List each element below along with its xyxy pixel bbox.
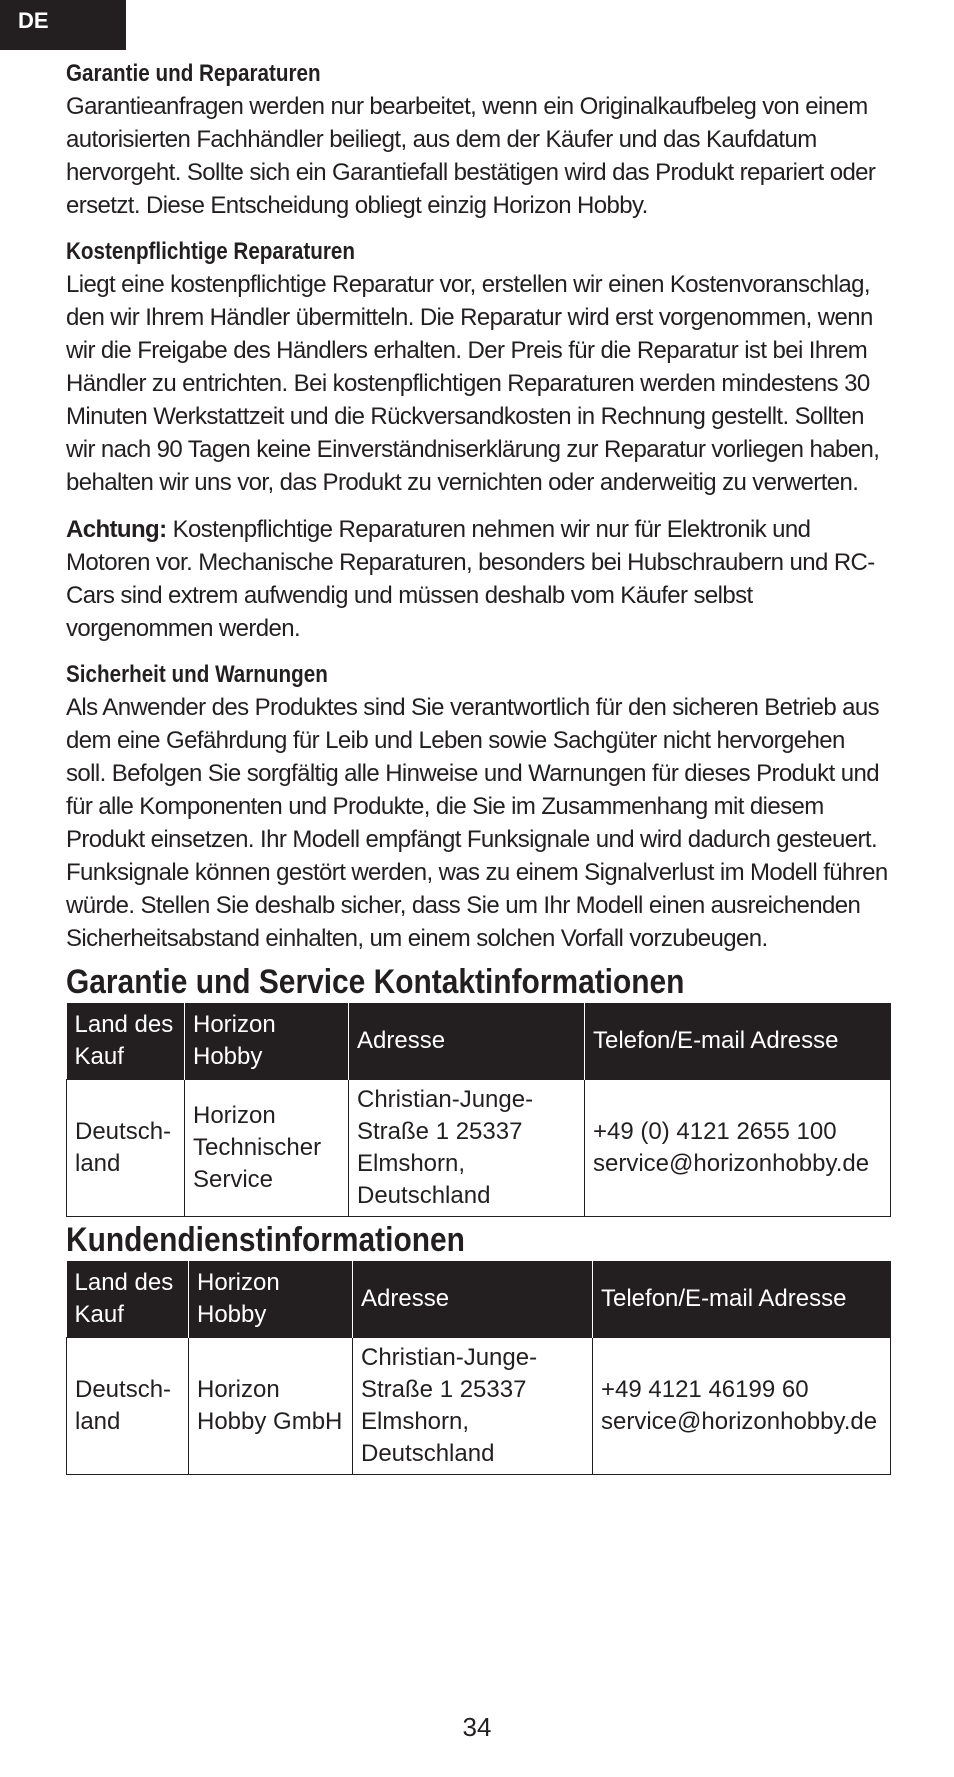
section-heading: Garantie und Reparaturen <box>66 60 321 87</box>
table-row <box>67 1338 891 1475</box>
cell-address: Christian-Junge-Straße 1 25337 Elmshorn, Deutschland <box>353 1338 593 1475</box>
header-address: Adresse <box>349 1003 585 1080</box>
customer-service-table <box>66 1261 891 1475</box>
service-table-title: Garantie und Service Kontaktinformationen <box>66 963 685 1001</box>
section-body: Liegt eine kostenpflichtige Reparatur vor, erstellen wir einen Kostenvoranschlag, den wir Ihrem Händler übermitteln. Die Reparatur wird erst vorgenommen, wenn wir die Freigabe des Händlers erhalten. Der Preis für die Reparatur ist bei Ihrem Händler zu entrichten. Bei kostenpflichtigen Reparaturen werden mindestens 30 Minuten Werkstattzeit und die Rückversandkosten in Rechnung gestellt. Sollten wir nach 90 Tagen keine Einverständniserklärung zur Reparatur vorliegen haben, behalten wir uns vor, das Produkt zu vernichten oder anderweitig zu verwerten. <box>66 271 880 496</box>
cell-address: Christian-Junge-Straße 1 25337 Elmshorn, Deutschland <box>349 1080 585 1217</box>
header-contact: Telefon/E-mail Adresse <box>593 1261 891 1338</box>
table-header-row <box>67 1003 891 1080</box>
language-tab: DE <box>0 0 126 50</box>
header-contact: Telefon/E-mail Adresse <box>585 1003 891 1080</box>
customer-table-title: Kundendienstinformationen <box>66 1221 465 1259</box>
header-address: Adresse <box>353 1261 593 1338</box>
header-country: Land des Kauf <box>67 1003 185 1080</box>
section-body: Garantieanfragen werden nur bearbeitet, wenn ein Originalkaufbeleg von einem autorisierten Fachhändler beiliegt, aus dem der Käufer und das Kaufdatum hervorgeht. Sollte sich ein Garantiefall bestätigen wird das Produkt repariert oder ersetzt. Diese Entscheidung obliegt einzig Horizon Hobby. <box>66 93 876 219</box>
table-row <box>67 1080 891 1217</box>
page-content <box>66 58 890 1475</box>
attention-body: Kostenpflichtige Reparaturen nehmen wir nur für Elektronik und Motoren vor. Mechanische Reparaturen, besonders bei Hubschraubern und RC-Cars sind extrem aufwendig und müssen deshalb vom Käufer selbst vorgenommen werden. <box>66 516 875 642</box>
attention-label: Achtung: <box>66 516 167 543</box>
page-number: 34 <box>462 1712 492 1742</box>
cell-entity: Horizon Hobby GmbH <box>189 1338 353 1475</box>
cell-entity: Horizon Technischer Service <box>185 1080 349 1217</box>
section-guarantee <box>66 58 890 222</box>
cell-contact: +49 (0) 4121 2655 100 service@horizonhobby.de <box>585 1080 891 1217</box>
section-heading: Kostenpflichtige Reparaturen <box>66 238 356 265</box>
header-horizon: Horizon Hobby <box>189 1261 353 1338</box>
section-heading: Sicherheit und Warnungen <box>66 661 328 688</box>
cell-country: Deutsch-land <box>67 1338 189 1475</box>
service-contact-table <box>66 1003 891 1217</box>
section-attention <box>66 513 890 645</box>
table-header-row <box>67 1261 891 1338</box>
attention-paragraph <box>66 513 890 645</box>
section-paid-repairs <box>66 236 890 499</box>
section-body: Als Anwender des Produktes sind Sie verantwortlich für den sicheren Betrieb aus dem eine Gefährdung für Leib und Leben sowie Sachgüter nicht hervorgehen soll. Befolgen Sie sorgfältig alle Hinweise und Warnungen für dieses Produkt und für alle Komponenten und Produkte, die Sie im Zusammenhang mit diesem Produkt einsetzen. Ihr Modell empfängt Funksignale und wird dadurch gesteuert. Funksignale können gestört werden, was zu einem Signalverlust im Modell führen würde. Stellen Sie deshalb sicher, dass Sie um Ihr Modell einen ausreichenden Sicherheitsabstand einhalten, um einem solchen Vorfall vorzubeugen. <box>66 694 888 952</box>
header-country: Land des Kauf <box>67 1261 189 1338</box>
cell-country: Deutsch-land <box>67 1080 185 1217</box>
cell-contact: +49 4121 46199 60 service@horizonhobby.de <box>593 1338 891 1475</box>
header-horizon: Horizon Hobby <box>185 1003 349 1080</box>
section-safety <box>66 659 890 955</box>
